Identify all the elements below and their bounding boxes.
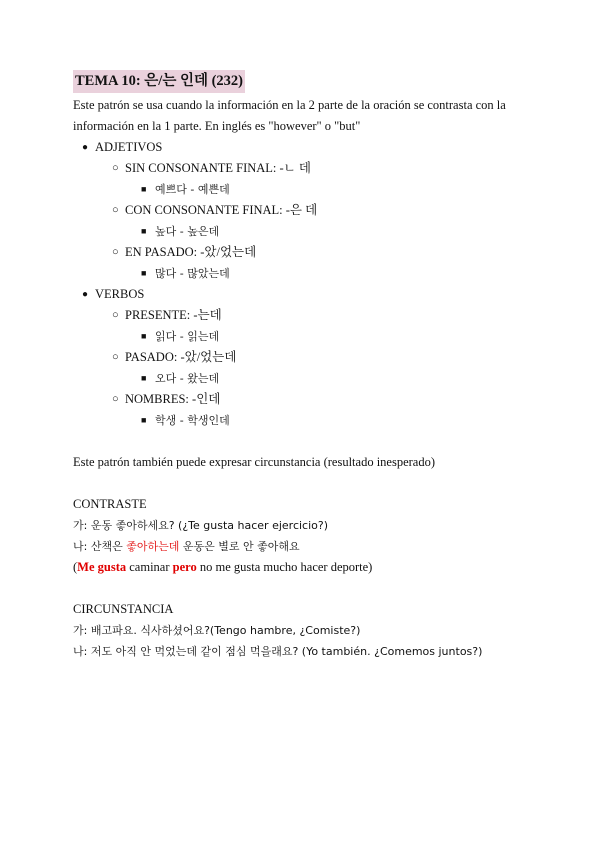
nombres-example-text: 학생 - 학생인데 bbox=[155, 414, 230, 427]
en-pasado-label: EN PASADO: -았/었는데 bbox=[125, 245, 257, 259]
list-item-con-example bbox=[73, 221, 543, 242]
contraste-line-2 bbox=[73, 536, 543, 557]
circunstancia-line-1-text: 가: 배고파요. 식사하셨어요?(Tengo hambre, ¿Comiste?) bbox=[73, 624, 361, 637]
adjetivos-label: ADJETIVOS bbox=[95, 140, 163, 154]
translation-mid: caminar bbox=[126, 560, 173, 574]
list-item-presente-example bbox=[73, 326, 543, 347]
contraste-heading: CONTRASTE bbox=[73, 497, 147, 511]
list-item-sin-consonante bbox=[73, 158, 543, 179]
presente-example-text: 읽다 - 읽는데 bbox=[155, 330, 220, 343]
list-item-adjetivos bbox=[73, 137, 543, 158]
circle-bullet-icon: ○ bbox=[112, 204, 119, 216]
pasado-example-text: 많다 - 많았는데 bbox=[155, 267, 230, 280]
translation-highlight-2: pero bbox=[172, 560, 197, 574]
circle-bullet-icon: ○ bbox=[112, 351, 119, 363]
disc-bullet-icon: ● bbox=[82, 289, 89, 300]
list-item-en-pasado bbox=[73, 242, 543, 263]
square-bullet-icon: ■ bbox=[141, 373, 147, 383]
square-bullet-icon: ■ bbox=[141, 226, 147, 236]
spacer bbox=[73, 578, 543, 599]
list-item-nombres-example bbox=[73, 410, 543, 431]
con-consonante-label: CON CONSONANTE FINAL: -은 데 bbox=[125, 203, 318, 217]
list-item-verbo-pasado-example bbox=[73, 368, 543, 389]
pattern-list bbox=[73, 137, 543, 431]
circunstancia-line-2-text: 나: 저도 아직 안 먹었는데 같이 점심 먹을래요? (Yo también. ¿Comemos juntos?) bbox=[73, 645, 483, 658]
contraste-line-2-end: 운동은 별로 안 좋아해요 bbox=[179, 540, 300, 553]
presente-label: PRESENTE: -는데 bbox=[125, 308, 222, 322]
list-item-verbos bbox=[73, 284, 543, 305]
intro-paragraph: Este patrón se usa cuando la información en la 2 parte de la oración se contrasta con la información en la 1 parte. En inglés es "however" o "but" bbox=[73, 98, 506, 133]
list-item-pasado-example bbox=[73, 263, 543, 284]
verbos-label: VERBOS bbox=[95, 287, 145, 301]
circle-bullet-icon: ○ bbox=[112, 162, 119, 174]
circunstancia-note: Este patrón también puede expresar circunstancia (resultado inesperado) bbox=[73, 455, 435, 469]
contraste-line-2-start: 나: 산책은 bbox=[73, 540, 127, 553]
circle-bullet-icon: ○ bbox=[112, 309, 119, 321]
sin-consonante-label: SIN CONSONANTE FINAL: -ㄴ 데 bbox=[125, 161, 311, 175]
translation-highlight-1: Me gusta bbox=[77, 560, 127, 574]
pasado-label: PASADO: -았/었는데 bbox=[125, 350, 237, 364]
list-item-nombres bbox=[73, 389, 543, 410]
spacer bbox=[73, 431, 543, 452]
square-bullet-icon: ■ bbox=[141, 415, 147, 425]
contraste-highlight: 좋아하는데 bbox=[126, 540, 180, 553]
circunstancia-line-2 bbox=[73, 641, 543, 662]
nombres-label: NOMBRES: -인데 bbox=[125, 392, 221, 406]
contraste-line-1 bbox=[73, 515, 543, 536]
contraste-line-1-text: 가: 운동 좋아하세요? (¿Te gusta hacer ejercicio?) bbox=[73, 519, 329, 532]
square-bullet-icon: ■ bbox=[141, 268, 147, 278]
circle-bullet-icon: ○ bbox=[112, 393, 119, 405]
list-item-con-consonante bbox=[73, 200, 543, 221]
sin-example-text: 예쁘다 - 예쁜데 bbox=[155, 183, 230, 196]
square-bullet-icon: ■ bbox=[141, 184, 147, 194]
disc-bullet-icon: ● bbox=[82, 142, 89, 153]
contraste-translation bbox=[73, 557, 543, 578]
list-item-presente bbox=[73, 305, 543, 326]
circunstancia-heading: CIRCUNSTANCIA bbox=[73, 602, 174, 616]
page-title: TEMA 10: 은/는 인데 (232) bbox=[73, 70, 245, 93]
con-example-text: 높다 - 높은데 bbox=[155, 225, 220, 238]
translation-end: no me gusta mucho hacer deporte) bbox=[196, 560, 373, 574]
circunstancia-line-1 bbox=[73, 620, 543, 641]
list-item-pasado bbox=[73, 347, 543, 368]
translation-open: ( bbox=[73, 560, 78, 574]
list-item-sin-example bbox=[73, 179, 543, 200]
circle-bullet-icon: ○ bbox=[112, 246, 119, 258]
verbo-pasado-example-text: 오다 - 왔는데 bbox=[155, 372, 220, 385]
square-bullet-icon: ■ bbox=[141, 331, 147, 341]
spacer bbox=[73, 473, 543, 494]
document-page bbox=[73, 70, 543, 662]
